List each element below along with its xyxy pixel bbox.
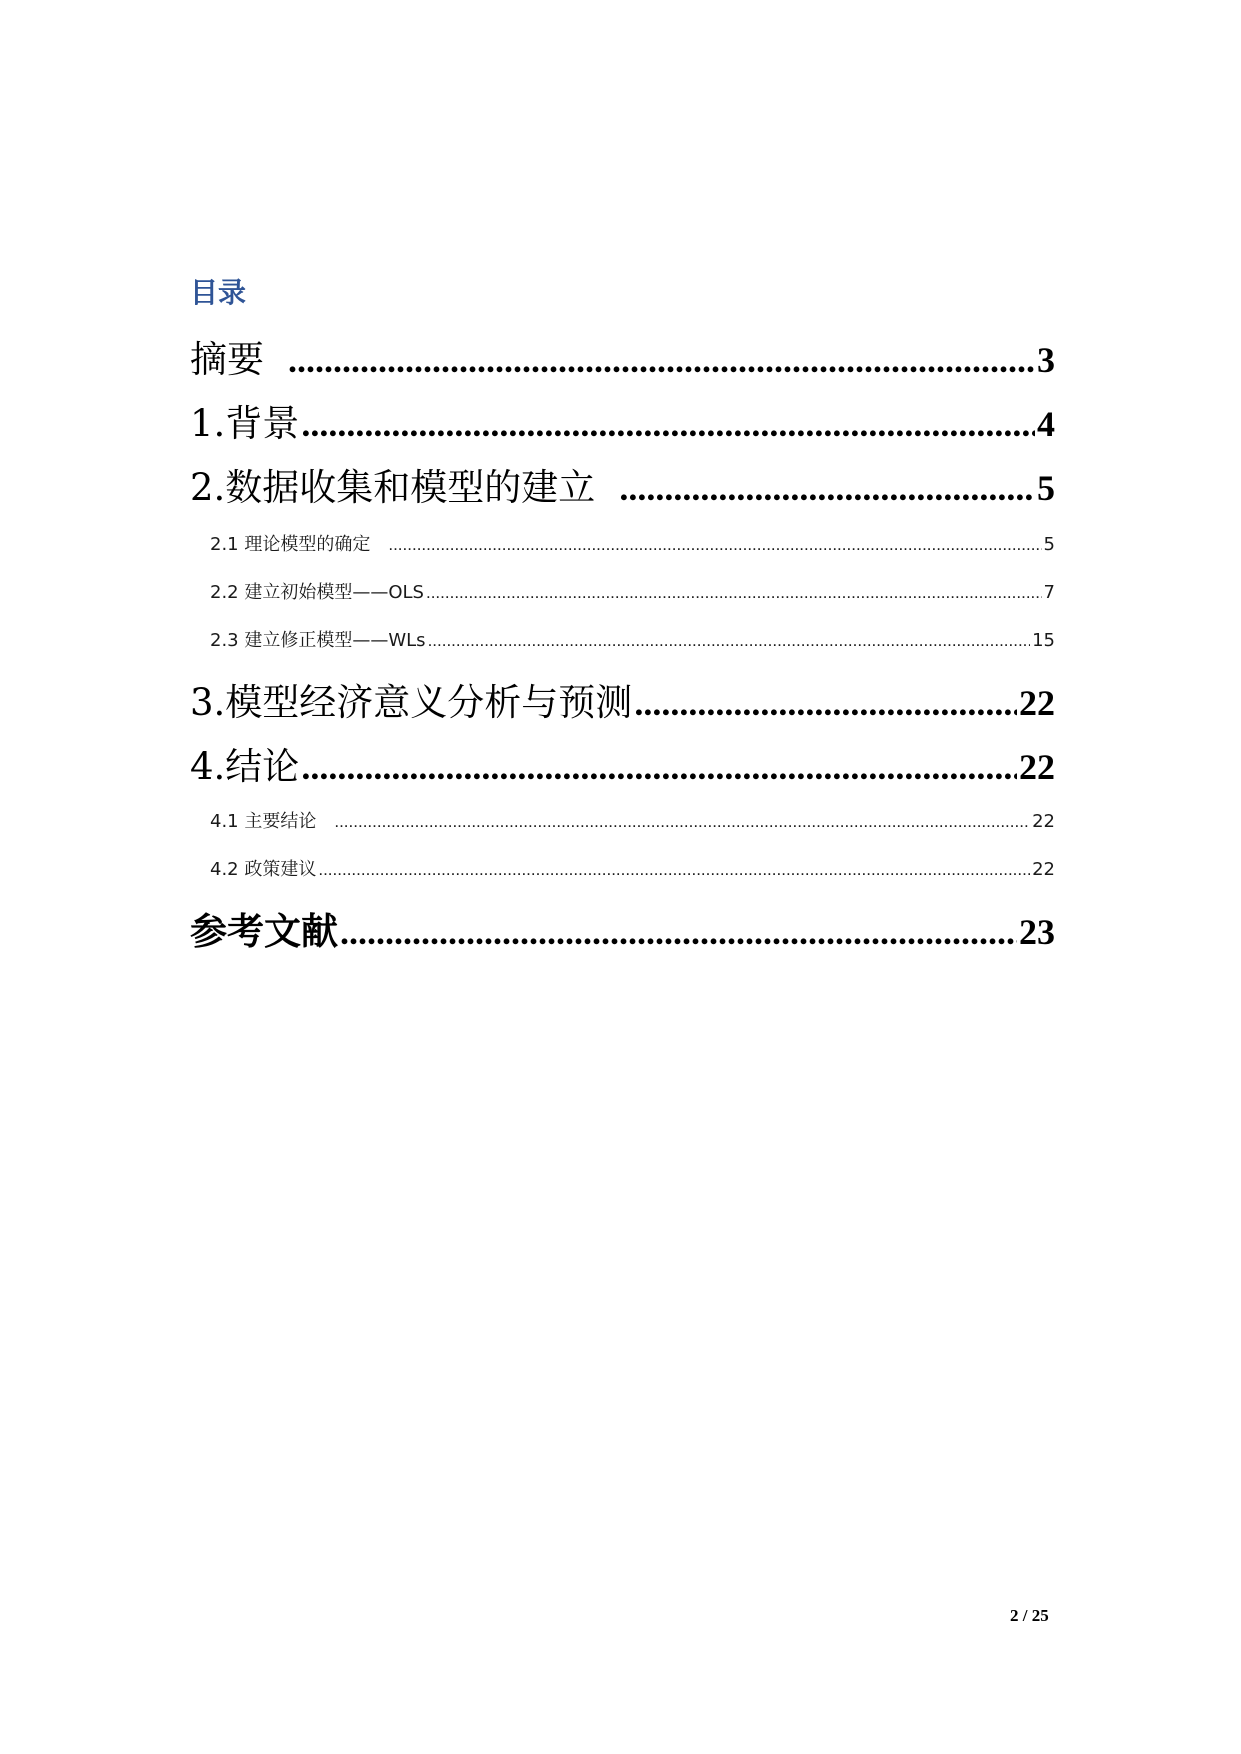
toc-entry-page: 7 [1043,582,1055,603]
toc-entry-analysis[interactable] [190,678,1055,728]
toc-entry-4-1[interactable] [190,809,1055,835]
toc-entry-page: 5 [1037,468,1055,508]
dot-leader [426,580,1042,606]
toc-entry-label: 2.数据收集和模型的建立 [190,466,596,509]
toc-entry-page: 22 [1019,683,1055,723]
dot-leader [619,463,1035,513]
toc-entry-label: 4.2 政策建议 [210,859,317,880]
toc-entry-label: 2.3 建立修正模型——WLs [210,630,426,651]
toc-entry-data-model[interactable] [190,463,1055,513]
toc-entry-abstract[interactable] [190,335,1055,385]
toc-entry-4-2[interactable] [190,857,1055,883]
toc-heading: 目录 [190,276,247,309]
toc-entry-page: 22 [1019,747,1055,787]
dot-leader [388,532,1041,558]
dot-leader [340,907,1017,957]
dot-leader [301,742,1017,792]
toc-entry-page: 22 [1032,859,1055,880]
toc-entry-2-3[interactable] [190,628,1055,654]
toc-entry-label: 3.模型经济意义分析与预测 [190,681,633,724]
toc-entry-page: 4 [1037,404,1055,444]
dot-leader [334,809,1030,835]
toc-entry-2-2[interactable] [190,580,1055,606]
toc-entry-2-1[interactable] [190,532,1055,558]
toc-entry-page: 23 [1019,912,1055,952]
toc-entry-label: 1.背景 [190,402,300,445]
toc-entry-page: 15 [1032,630,1055,651]
toc-entry-page: 22 [1032,811,1055,832]
dot-leader [428,628,1031,654]
toc-entry-references[interactable] [190,906,1055,956]
toc-entry-conclusion[interactable] [190,742,1055,792]
toc-entry-background[interactable] [190,399,1055,449]
page-number: 2 / 25 [1010,1606,1049,1625]
dot-leader [318,857,1030,883]
toc-entry-page: 3 [1037,340,1055,380]
toc-entry-label: 2.2 建立初始模型——OLS [210,582,424,603]
dot-leader [288,335,1035,385]
toc-entry-label: 参考文献 [190,909,338,953]
dot-leader [634,678,1017,728]
toc-entry-label: 2.1 理论模型的确定 [210,534,371,555]
toc-entry-page: 5 [1043,534,1055,555]
toc-entry-label: 4.结论 [190,745,300,788]
toc-entry-label: 4.1 主要结论 [210,811,317,832]
toc-entry-label: 摘要 [190,338,264,381]
dot-leader [301,399,1035,449]
